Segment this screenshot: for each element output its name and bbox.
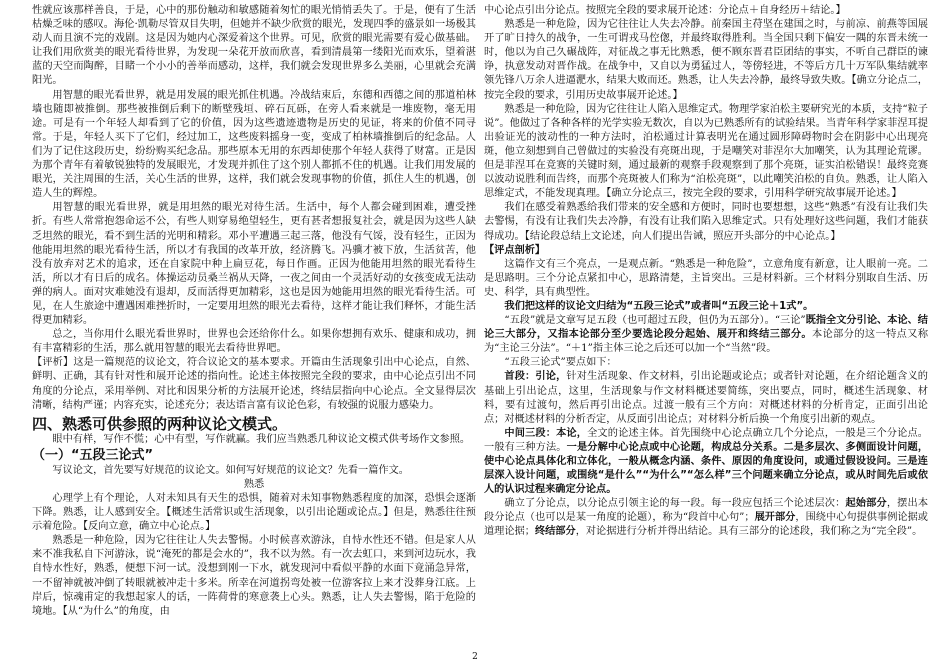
review-heading: 【评点剖析】 xyxy=(484,244,546,256)
right-column xyxy=(484,4,928,540)
text-run-bold: 既指全文分引论、本论、结论三大部分，又指本论部分至少要选论段分起始、展开和终结三部分。 xyxy=(484,315,928,341)
paragraph: 熟悉是一种危险，因为它往往让人失去冷静。前秦国主苻坚在建国之时，与前凉、前燕等国展开了旷日持久的战争，一生可谓戎马倥偬，并最终取得胜利。当全国只剩下偏安一隅的东晋未统一时，他以为自己久碾战阵，对征战之事无比熟悉，便不顾东晋君臣团结的事实，不听自己群臣的谏诤，执意发动对晋作战。在战争中，又自以为勇猛过人，等傍轻进，不等后方几十万军队集结就率领先锋八万余人进逼淝水，结果大败而还。熟悉，让人失去冷静，最终导致失败。【确立分论点二，按完全段的要求，引用历史故事展开论述。】 xyxy=(484,19,928,101)
text-run: 确立了分论点，以分论点引领主论的每一段。每一段应包括三个论述层次： xyxy=(504,498,846,510)
page-number: 2 xyxy=(472,652,478,662)
paragraph: 总之，当你用什么眼光看世界时，世界也会还给你什么。如果你想拥有欢乐、健康和成功，拥有丰富精彩的生活，那么就用智慧的眼光去看待世界吧。 xyxy=(32,329,476,355)
paragraph-bold: 我们把这样的议论文归结为“五段三论式”或者叫“五段三论＋1式”。 xyxy=(504,300,814,312)
paragraph: 写议论文，首先要写好规范的议论文。如何写好规范的议论文？先看一篇作文。 xyxy=(52,464,409,476)
paragraph: 熟悉是一种危险，因为它往往让人失去警惕。小时候喜欢游泳，自恃水性还不错。但是家人从来不准我私自下河游泳，说“淹死的都是会水的”，我不以为然。有一次去虹口，来到河边玩水，我自恃水性好，熟悉，便想下河一试。没想到刚一下水，就发现河中看似平静的水面下竟涌急异常，一不留神就被冲倒了转眼就被冲走十多米。所幸在河道拐弯处被一位游客拉上来才没葬身江底。上岸后，惊魂甫定的我想起家人的话，一阵荷骨的寒意袭上心头。熟悉，让人失去警惕，陷于危险的境地。【从“为什么”的角度，由 xyxy=(32,535,476,617)
paragraph: 用智慧的眼光看世界，就是用发展的眼光抓住机遇。冷战结束后，东德和西德之间的那道柏林墙也随即被推倒。那些被推倒后剩下的断壁残垣、碎石瓦砾，在旁人看来就是一堆废物，毫无用途。可是有一个年轻人却看到了它的价值，因为这些遗迹遗物是历史的见证，将来的价值不同寻常。于是，年轻人买下了它们，经过加工，这些废料摇身一变，变成了柏林墙推倒后的纪念品。人们为了记住这段历史，纷纷购买纪念品。那些原本无用的东西却使那个年轻人获得了财富。正是因为那个青年有着敏锐独特的发展眼光，才发现并抓住了这个别人都抓不住的机遇。让我们用发展的眼光，关注周围的生活，关心生活的世界，这样，我们就会发现事物的价值，抓住人生的机遇，创造人生的辉煌。 xyxy=(32,89,476,200)
text-run-bold: 中间三段：本论， xyxy=(504,427,588,439)
section-heading: 四、熟悉可供参照的两种议论文模式。 xyxy=(32,414,288,433)
paragraph: “五段三论式”要点如下： xyxy=(504,357,617,369)
essay-title: 熟悉 xyxy=(243,478,265,490)
text-run-bold: 首段：引论， xyxy=(504,371,567,383)
paragraph: 眼中有样，写作不慌；心中有型，写作就赢。我们应当熟悉几种议论文模式供考场作文参照。 xyxy=(52,433,471,445)
text-run: 全文的论述主体。首先围绕中心论点确立几个分论点，一般是三个分论点。一般有三种方法。 xyxy=(484,427,928,453)
text-run-bold: 终结部分 xyxy=(534,526,576,538)
text-run: ，对论据进行分析并得出结论。具有三部分的论述段，我们称之为“完全段”。 xyxy=(575,526,923,538)
paragraph: 我们在感受着熟悉给我们带来的安全感和方便时，同时也要想想，这些“熟悉”有没有让我们失去警惕，有没有让我们失去冷静，有没有让我们陷入思维定式。只有处理好这些问题，我们才能获得成功。【结论段总结上文论述，向人们提出告诫，照应开头部分的中心论点。】 xyxy=(484,202,928,242)
paragraph: 这篇作文有三个亮点，一是观点新。“熟悉是一种危险”，立意角度有新意，让人眼前一亮。二是思路明。三个分论点紧扣中心，思路清楚，主旨突出。三是材料新。三个材料分别取自生活、历史、科学，具有典型性。 xyxy=(484,258,928,298)
text-run-bold: 起始部分 xyxy=(845,498,887,510)
paragraph xyxy=(484,497,928,539)
paragraph xyxy=(484,370,928,426)
paragraph: 用智慧的眼光看世界，就是用坦然的眼光对待生活。生活中，每个人都会碰到困难，遭受挫折。有些人常常抱怨命运不公，有些人则穿易绝望轻生，更有甚者想报复社会，就是因为这些人缺乏坦然的眼光，看不到生活的光明和精彩。邓小平遭遇三起三落，他没有气馁，没有轻生，正因为他能用坦然的眼光看待生活，所以才有我国的改革开放，经济腾飞。冯骥才被下放，生活贫苦，他没有放弃对艺术的追求，还在自家院中种上扁豆花，每日作画。正因为他能用坦然的眼光看待生活，所以才有日后的成名。体操运动员桑兰祸从天降，一夜之间由一个灵活好动的女孩变成无法动弹的病人。面对灾难她没有退却，反而活得更加精彩，这也是因为她能用坦然的眼光看待生活。可见，在人生旅途中遭遇困难挫折时，一定要用坦然的眼光去看待，这样才能让我们释怀，才能生活得更加精彩。 xyxy=(32,202,476,327)
paragraph xyxy=(484,427,928,497)
text-run: ，围绕中心句提供事例论据或道理论据； xyxy=(484,512,928,538)
subsection-heading: （一）“五段三论式” xyxy=(32,447,154,463)
text-run: 针对生活现象、作文材料，引出论题或论点；或者针对论题，在介绍论题含义的基础上引出论点，这里，生活现象与作文材料概述要简练，突出要点，同时，概述生活现象、材料，要有过渡句，然后再引出论点。过渡一般有三个方向：对概述材料的分析肯定，正面引出论点；对概述材料的分析否定，从反面引出论点；对材料分析后换一个角度引出新的观点。 xyxy=(484,371,928,425)
text-run-bold: 展开部分 xyxy=(754,512,796,524)
paragraph: 心理学上有个理论，人对未知具有天生的恐惧，随着对未知事物熟悉程度的加深，恐惧会逐渐下降。熟悉，让人感到安全。【概述生活常识或生活现象，以引出论题或论点。】但是，熟悉往往预示着危险。【反向立意，确立中心论点。】 xyxy=(32,493,476,533)
left-column xyxy=(32,4,476,619)
paragraph xyxy=(484,314,928,356)
comment-paragraph: 【评析】这是一篇规范的议论文，符合议论文的基本要求。开篇由生活现象引出中心论点，自然、鲜明、正确，其有针对性和展开论述的指向性。论述主体按照完全段的要求，由中心论点引出不同角度的分论点，采用举例、对比和因果分析的方法展开论述，终结层指向中心论点。全文显得层次清晰，结构严谨；内容充实，论述充分；表达语言富有议论色彩，有较强的说服力感染力。 xyxy=(32,357,476,411)
text-run: “五段”就是文章写足五段（也可超过五段，但仍为五部分）。“三论” xyxy=(504,315,806,327)
text-run-bold: 一是分解中心论点或中心论题，构成总分关系。二是多层次、多侧面设计问题，使中心论点具体化和立体化，一般从概念内涵、条件、原因的角度设问，或通过假设设问。三是连层深入设计问题，或围绕“是什么”“为什么”“怎么样”三个问题来确立分论点，或从时间先后或依人的认识过程来确定分论点。 xyxy=(484,441,929,496)
paragraph: 熟悉是一种危险，因为它往往让人陷入思维定式。物理学家泊松主要研究光的本质，支持“粒子说”。他做过了各种各样的光学实验无数次，自以为已熟悉所有的试验结果。当青年科学家菲涅耳提出验证光的波动性的一种方法时，泊松通过计算表明光在通过圆形障碍物时会在阴影中心出现亮斑，他立刻想到自己曾做过的实验没有亮斑出现，于是嘲笑对菲涅尔大加嘲笑，认为其理论荒谬。但是菲涅耳在竞赛的关键时刻，通过最新的观察手段观察到了那个亮斑，证实泊松错误！最终竞赛以波动说胜利而告终，而那个亮斑被人们称为“泊松亮斑”，以此嘲笑泊松的自负。熟悉，让人陷入思维定式，不能发现真理。【确立分论点三，按完全段的要求，引用科学研究故事展开论述。】 xyxy=(484,103,928,200)
paragraph: 中心论点引出分论点。按照完全段的要求展开论述：分论点＋自身经历＋结论。】 xyxy=(484,5,846,16)
text-run: ，摆出本段分论点（也可以是某一角度的论题），称为“段首中心句”； xyxy=(484,498,929,524)
text-run: 本论部分的这一特点又称为“主论三分法”。“＋1”指主体三论之后还可以加一个“当然”段。 xyxy=(484,329,929,355)
paragraph: 性就应该那样善良，于是，心中的那份触动和敏感随着匆忙的眼光悄悄丢失了。于是，便有了生活枯燥乏味的感叹。海伦·凯勒尽管双目失明，但她并不缺少欣赏的眼光，发现四季的盛景如一场极其动人而且演不完的戏剧。这是因为她内心深爱着这个世界。可见，欣赏的眼光需要有爱心做基础。让我们用欣赏美的眼光看待世界，为发现一朵花开放而欣喜，看到清晨第一缕阳光而欢乐，望着湛蓝的天空而陶醉，目睹一个小小的善举而感动，这样，我们就会发现世界多么美丽，心里就会充满阳光。 xyxy=(32,5,476,87)
